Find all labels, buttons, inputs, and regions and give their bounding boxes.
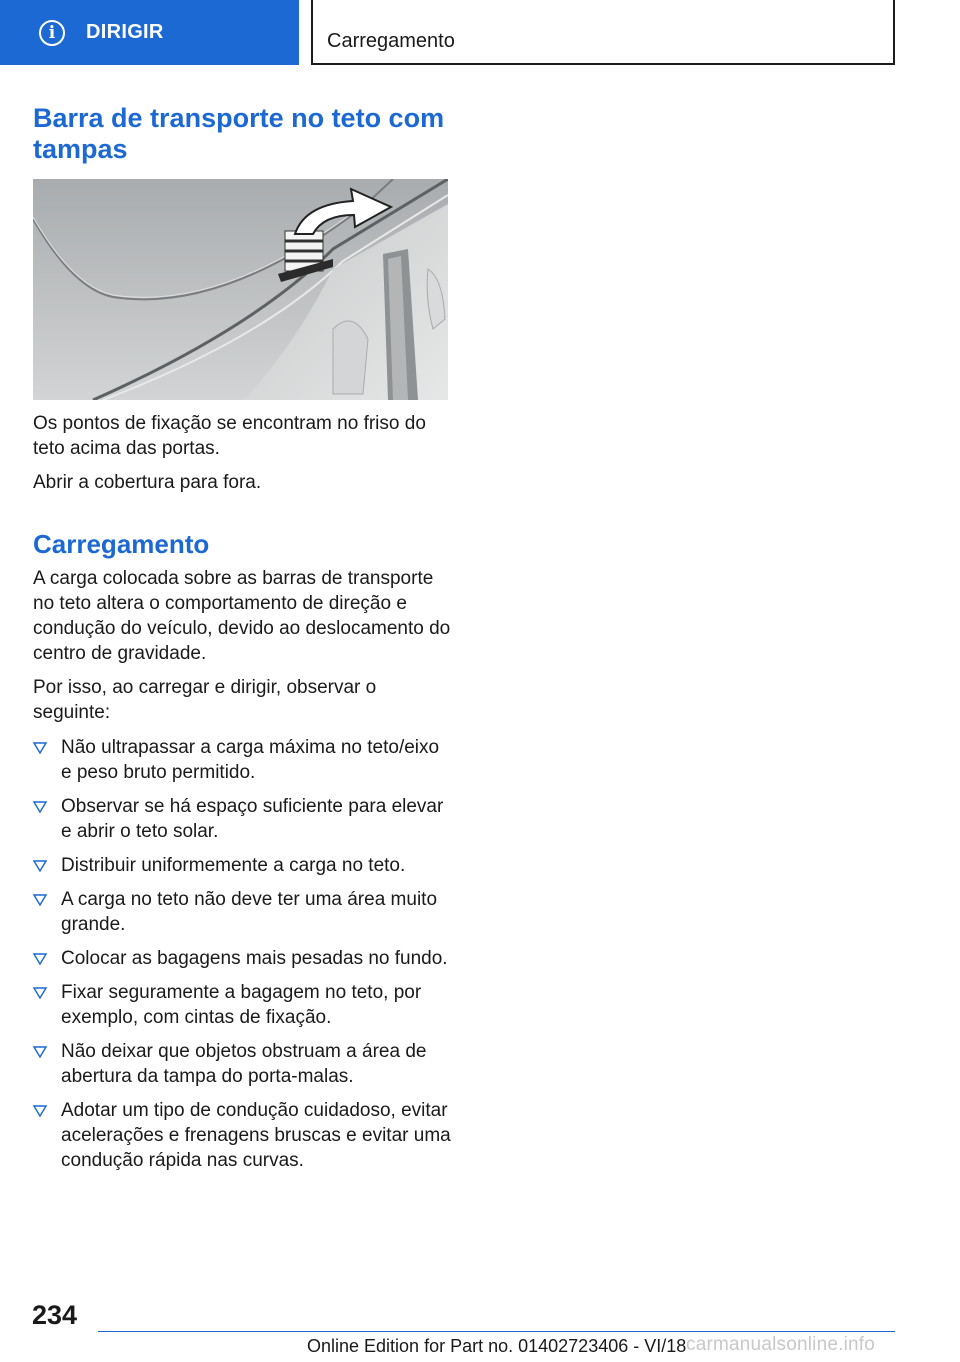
list-item: A carga no teto não deve ter uma área muito grande. xyxy=(33,887,453,937)
roof-rack-figure xyxy=(33,179,448,400)
paragraph: Abrir a cobertura para fora. xyxy=(33,472,262,493)
paragraph: A carga colocada sobre as barras de transporte no teto altera o comportamento de direção e condução do veículo, devido ao deslocamento do centro de gravidade. xyxy=(33,568,451,664)
list-item: Colocar as bagagens mais pesadas no fundo. xyxy=(33,946,453,971)
bullet-list xyxy=(33,735,453,1173)
section-header xyxy=(311,0,895,65)
footer-edition: Online Edition for Part no. 01402723406 - VI/18 xyxy=(307,1336,687,1356)
list-item: Fixar seguramente a bagagem no teto, por exemplo, com cintas de fixação. xyxy=(33,980,453,1030)
triangle-bullet-icon xyxy=(33,738,47,756)
list-item: Não deixar que objetos obstruam a área de abertura da tampa do porta-malas. xyxy=(33,1039,453,1089)
roof-illustration xyxy=(33,179,448,400)
info-icon: i xyxy=(39,20,65,46)
paragraph: Por isso, ao carregar e dirigir, observar o seguinte: xyxy=(33,677,377,723)
section-text xyxy=(33,566,453,1180)
list-item: Distribuir uniformemente a carga no teto. xyxy=(33,853,453,878)
triangle-bullet-icon xyxy=(33,856,47,874)
paragraph: Os pontos de fixação se encontram no friso do teto acima das portas. xyxy=(33,413,426,459)
triangle-bullet-icon xyxy=(33,983,47,1001)
section-heading: Carregamento xyxy=(33,529,210,559)
section-label: Carregamento xyxy=(327,30,455,52)
page-number: 234 xyxy=(32,1300,78,1330)
list-item: Não ultrapassar a carga máxima no teto/eixo e peso bruto permitido. xyxy=(33,735,453,785)
triangle-bullet-icon xyxy=(33,890,47,908)
chapter-tab[interactable] xyxy=(0,0,299,65)
footer-divider xyxy=(98,1331,895,1332)
chapter-label: DIRIGIR xyxy=(86,21,164,43)
article-title: Barra de transporte no teto com tampas xyxy=(33,103,445,164)
triangle-bullet-icon xyxy=(33,797,47,815)
triangle-bullet-icon xyxy=(33,1101,47,1119)
triangle-bullet-icon xyxy=(33,1042,47,1060)
list-item: Adotar um tipo de condução cuidadoso, evitar acelerações e frenagens bruscas e evitar uma condução rápida nas curvas. xyxy=(33,1098,453,1173)
triangle-bullet-icon xyxy=(33,949,47,967)
intro-text xyxy=(33,411,453,495)
list-item: Observar se há espaço suficiente para elevar e abrir o teto solar. xyxy=(33,794,453,844)
watermark: carmanualsonline.info xyxy=(686,1334,876,1355)
